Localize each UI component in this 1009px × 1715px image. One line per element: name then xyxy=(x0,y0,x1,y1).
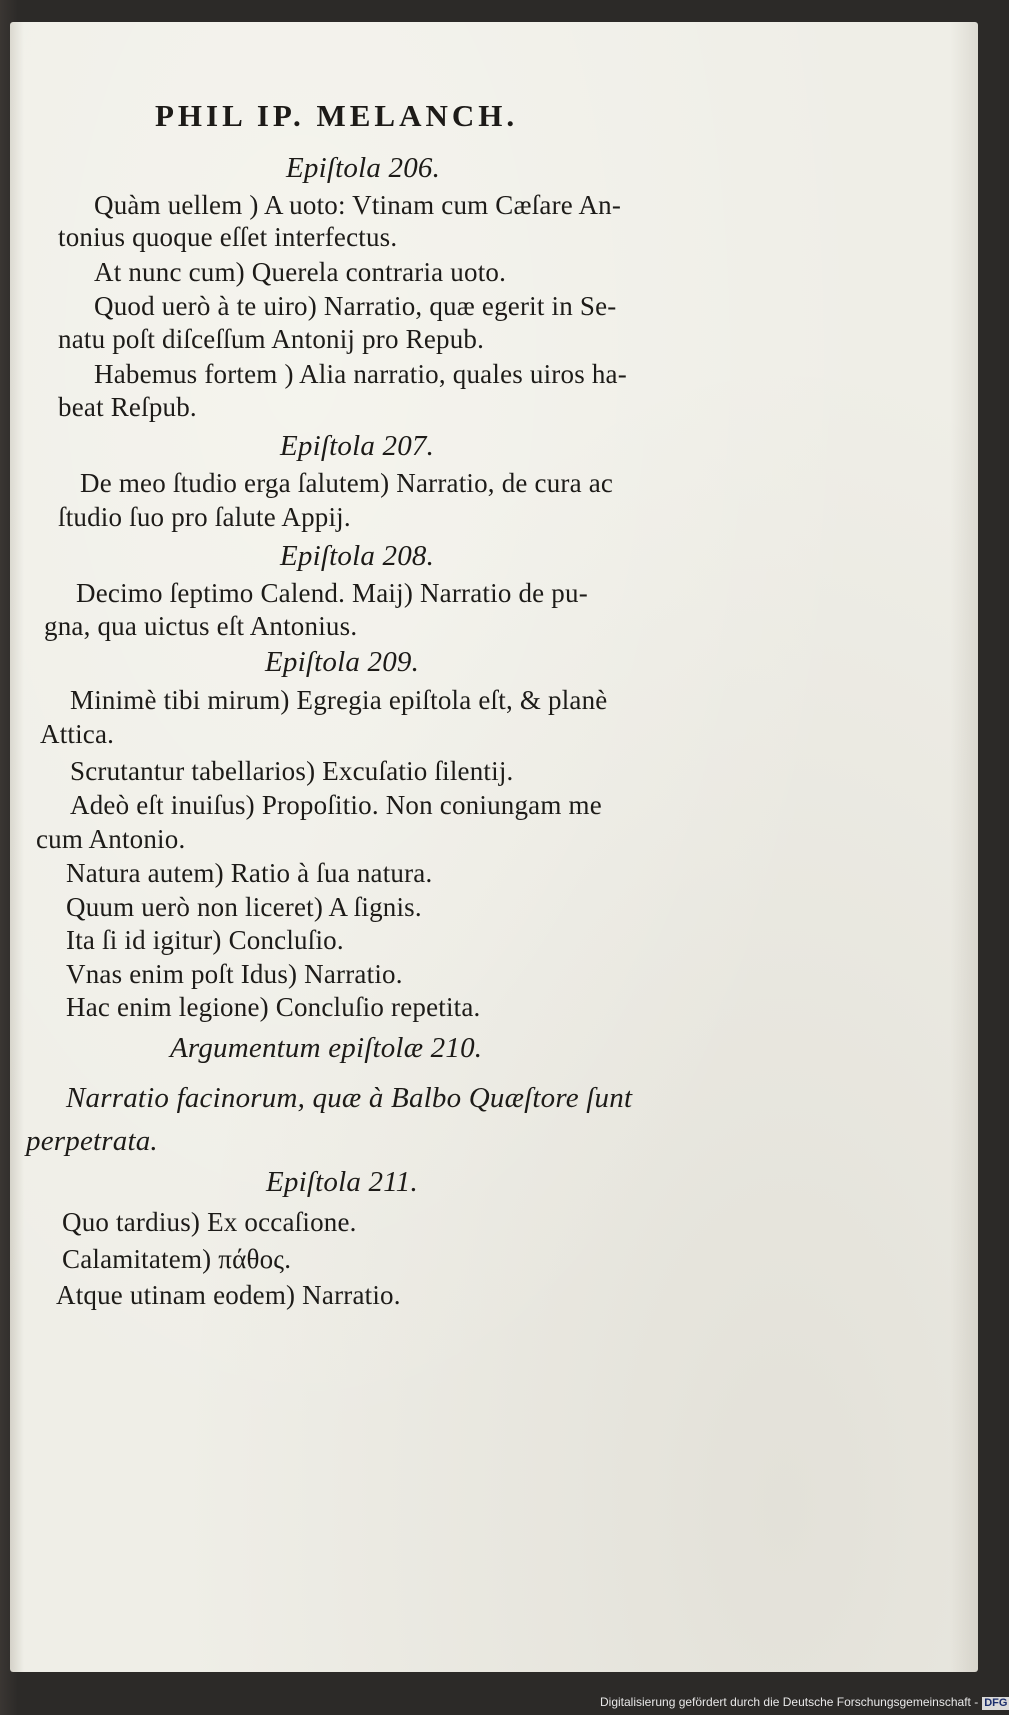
text-line: Attica. xyxy=(40,719,115,749)
text-line: De meo ſtudio erga ſalutem) Narratio, de cura ac xyxy=(80,468,614,498)
argumentum-text-line: Narratio facinorum, quæ à Balbo Quæſtore ſunt xyxy=(66,1082,633,1114)
text-line: At nunc cum) Querela contraria uoto. xyxy=(94,257,507,287)
text-line: gna, qua uictus eſt Antonius. xyxy=(44,611,358,641)
funding-footer xyxy=(600,1695,1008,1710)
text-line: Ita ſi id igitur) Concluſio. xyxy=(66,925,344,955)
text-line: tonius quoque eſſet interfectus. xyxy=(58,222,398,252)
text-line: Decimo ſeptimo Calend. Maij) Narratio de pu- xyxy=(76,578,588,608)
epistola-heading: Epiſtola 206. xyxy=(286,152,441,184)
text-line: Quod uerò à te uiro) Narratio, quæ egerit in Se- xyxy=(94,291,617,321)
text-line: Quo tardius) Ex occaſione. xyxy=(62,1207,357,1237)
argumentum-text-line: perpetrata. xyxy=(26,1125,158,1157)
funding-note: Digitalisierung gefördert durch die Deutsche Forschungsgemeinschaft - xyxy=(600,1695,979,1709)
dfg-logo: DFG xyxy=(984,1697,1008,1709)
running-header: PHIL IP. MELANCH. xyxy=(155,98,519,133)
book-page xyxy=(10,22,978,1672)
text-line: cum Antonio. xyxy=(36,824,186,854)
text-line: Quàm uellem ) A uoto: Vtinam cum Cæſare An- xyxy=(94,190,622,220)
text-line: Natura autem) Ratio à ſua natura. xyxy=(66,858,433,888)
text-line: Calamitatem) πάθος. xyxy=(62,1244,292,1274)
epistola-heading: Epiſtola 207. xyxy=(280,430,435,462)
epistola-heading: Epiſtola 208. xyxy=(280,540,435,572)
text-line: beat Reſpub. xyxy=(58,392,197,422)
text-line: Hac enim legione) Concluſio repetita. xyxy=(66,992,481,1022)
epistola-heading: Epiſtola 209. xyxy=(265,646,420,678)
text-line: Minimè tibi mirum) Egregia epiſtola eſt, & planè xyxy=(70,685,608,715)
text-line: ſtudio ſuo pro ſalute Appij. xyxy=(58,502,351,532)
text-line: Quum uerò non liceret) A ſignis. xyxy=(66,892,422,922)
text-line: Atque utinam eodem) Narratio. xyxy=(56,1280,401,1310)
epistola-heading: Epiſtola 211. xyxy=(266,1166,418,1198)
text-line: Adeò eſt inuiſus) Propoſitio. Non coniungam me xyxy=(70,790,602,820)
text-line: Vnas enim poſt Idus) Narratio. xyxy=(66,959,403,989)
argumentum-heading: Argumentum epiſtolæ 210. xyxy=(170,1032,483,1064)
text-line: natu poſt diſceſſum Antonij pro Repub. xyxy=(58,324,485,354)
text-line: Scrutantur tabellarios) Excuſatio ſilentij. xyxy=(70,756,514,786)
text-line: Habemus fortem ) Alia narratio, quales uiros ha- xyxy=(94,359,627,389)
